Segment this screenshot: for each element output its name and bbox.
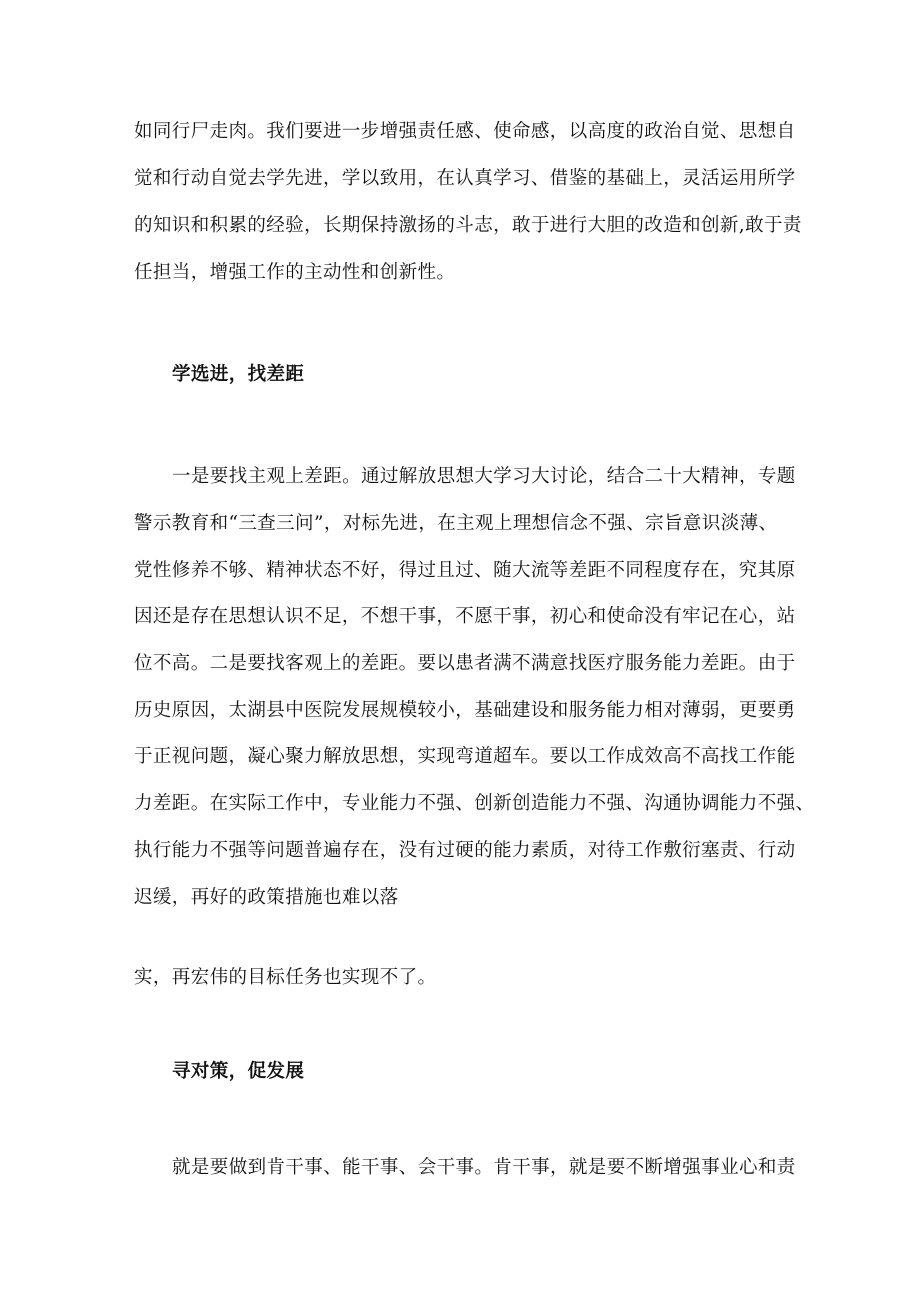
paragraph-line: 历史原因，太湖县中医院发展规模较小，基础建设和服务能力相对薄弱，更要勇 xyxy=(134,700,796,721)
paragraph-line: 任担当，增强工作的主动性和创新性。 xyxy=(134,262,456,283)
paragraph-line: 党性修养不够、精神状态不好，得过且过、随大流等差距不同程度存在，究其原 xyxy=(134,560,796,581)
paragraph-line: 的知识和积累的经验，长期保持激扬的斗志，敢于进行大胆的改造和创新,敢于责 xyxy=(134,215,802,236)
paragraph-line: 执行能力不强等问题普遍存在，没有过硬的能力素质，对待工作敷衍塞责、行动 xyxy=(134,840,796,861)
paragraph-line: 就是要做到肯干事、能干事、会干事。肯干事，就是要不断增强事业心和责 xyxy=(172,1157,796,1178)
paragraph-line: 迟缓，再好的政策措施也难以落 xyxy=(134,887,399,908)
paragraph-line: 觉和行动自觉去学先进，学以致用，在认真学习、借鉴的基础上，灵活运用所学 xyxy=(134,168,796,189)
paragraph-line: 一是要找主观上差距。通过解放思想大学习大讨论，结合二十大精神，专题 xyxy=(172,466,796,487)
paragraph-line: 因还是存在思想认识不足，不想干事，不愿干事，初心和使命没有牢记在心，站 xyxy=(134,606,796,627)
paragraph-line: 力差距。在实际工作中，专业能力不强、创新创造能力不强、沟通协调能力不强、 xyxy=(134,793,815,814)
section-heading: 学选进，找差距 xyxy=(172,364,305,385)
paragraph-line: 警示教育和“三查三问”，对标先进，在主观上理想信念不强、宗旨意识淡薄、 xyxy=(134,513,778,534)
paragraph-line: 于正视问题，凝心聚力解放思想，实现弯道超车。要以工作成效高不高找工作能 xyxy=(134,746,796,767)
section-heading: 寻对策，促发展 xyxy=(172,1061,305,1082)
paragraph-line: 如同行尸走肉。我们要进一步增强责任感、使命感，以高度的政治自觉、思想自 xyxy=(134,121,796,142)
paragraph-line: 位不高。二是要找客观上的差距。要以患者满不满意找医疗服务能力差距。由于 xyxy=(134,653,796,674)
paragraph-line: 实，再宏伟的目标任务也实现不了。 xyxy=(134,967,437,988)
